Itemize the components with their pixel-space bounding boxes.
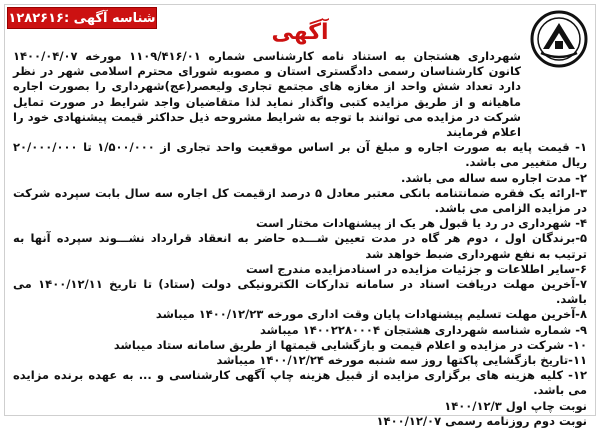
notice-title: آگهی — [271, 20, 329, 45]
notice-body — [13, 49, 587, 428]
print-first-date: نوبت چاپ اول ۱۴۰۰/۱۲/۳ — [444, 398, 587, 413]
condition-item: ۷-آخرین مهلت دریافت اسناد در سامانه تدارکات الکترونیکی دولت (ستاد) تا تاریخ ۱۴۰۰/۱۲/۱۱ می باشد. — [13, 277, 587, 307]
condition-item: ۶-سایر اطلاعات و جزئیات مزایده در اسنادمزایده مندرج است — [245, 261, 587, 276]
condition-item: ۲- مدت اجاره سه ساله می باشد. — [400, 170, 587, 185]
condition-item: ۱۰- شرکت در مزایده و اعلام قیمت و بازگشایی قیمتها از طریق سامانه ستاد میباشد — [113, 337, 587, 352]
condition-item: ۳-ارائه یک فقره ضمانتنامه بانکی معتبر معادل ۵ درصد ازقیمت کل اجاره سه سال بابت سپرده شرکت در مزایده الزامی می باشد. — [13, 185, 587, 216]
notice-id-label: شناسه آگهی :۱۲۸۲۶۱۶ — [8, 10, 156, 26]
print-dates — [13, 399, 587, 429]
condition-item: ۴- شهرداری در رد یا قبول هر یک از پیشنهادات مختار است — [256, 216, 587, 231]
condition-item: ۱- قیمت پایه به صورت اجاره و مبلغ آن بر اساس موقعیت واحد تجاری از ۱/۵۰۰/۰۰۰ تا ۲۰/۰۰۰/۰۰۰ ریال متغییر می باشد. — [13, 140, 587, 170]
notice-intro: شهرداری هشتجان به استناد نامه کارشناسی شماره ۱۱۰۹/۴۱۶/۰۱ مورخه ۱۴۰۰/۰۴/۰۷ کانون کارشناسان رسمی دادگستری استان و مصوبه شورای محترم اسلامی شهر در نظر دارد تعداد شش واحد از مغازه های مجتمع تجاری ولیعصر(عج)شهرداری را بصورت اجاره ماهیانه و از طریق مزایده کتبی واگذار نماید لذا متقاضیان واجد شرایط در صورت تمایل شرکت در مزایده می توانند با توجه به شرایط مشروحه ذیل حداکثر قیمت پیشنهادی خود را اعلام فرمایند — [13, 49, 521, 140]
notice-frame — [4, 4, 596, 428]
condition-item: ۸-آخرین مهلت تسلیم پیشنهادات پایان وقت اداری مورخه ۱۴۰۰/۱۲/۲۳ میباشد — [155, 307, 587, 322]
condition-item: ۱۱-تاریخ بازگشایی پاکتها روز سه شنبه مورخه ۱۴۰۰/۱۲/۲۴ میباشد — [216, 353, 587, 368]
condition-item: ۱۲- کلیه هزینه های برگزاری مزایده از قبیل هزینه چاپ آگهی کارشناسی و ... به عهده برنده مزایده می باشد. — [13, 368, 587, 398]
print-second-date: نوبت دوم روزنامه رسمی ۱۴۰۰/۱۲/۰۷ — [376, 413, 587, 428]
conditions-list — [13, 140, 587, 398]
condition-item: ۹- شماره شناسه شهرداری هشتجان ۱۴۰۰۲۲۸۰۰۰۴ میباشد — [259, 322, 587, 337]
condition-item: ۵-برندگان اول ، دوم هر گاه در مدت تعیین شـــده حاضر به انعقاد قرارداد نشـــوند سپرده آنها به ترتیب به نفع شهرداری ضبط خواهد شد — [13, 231, 587, 261]
